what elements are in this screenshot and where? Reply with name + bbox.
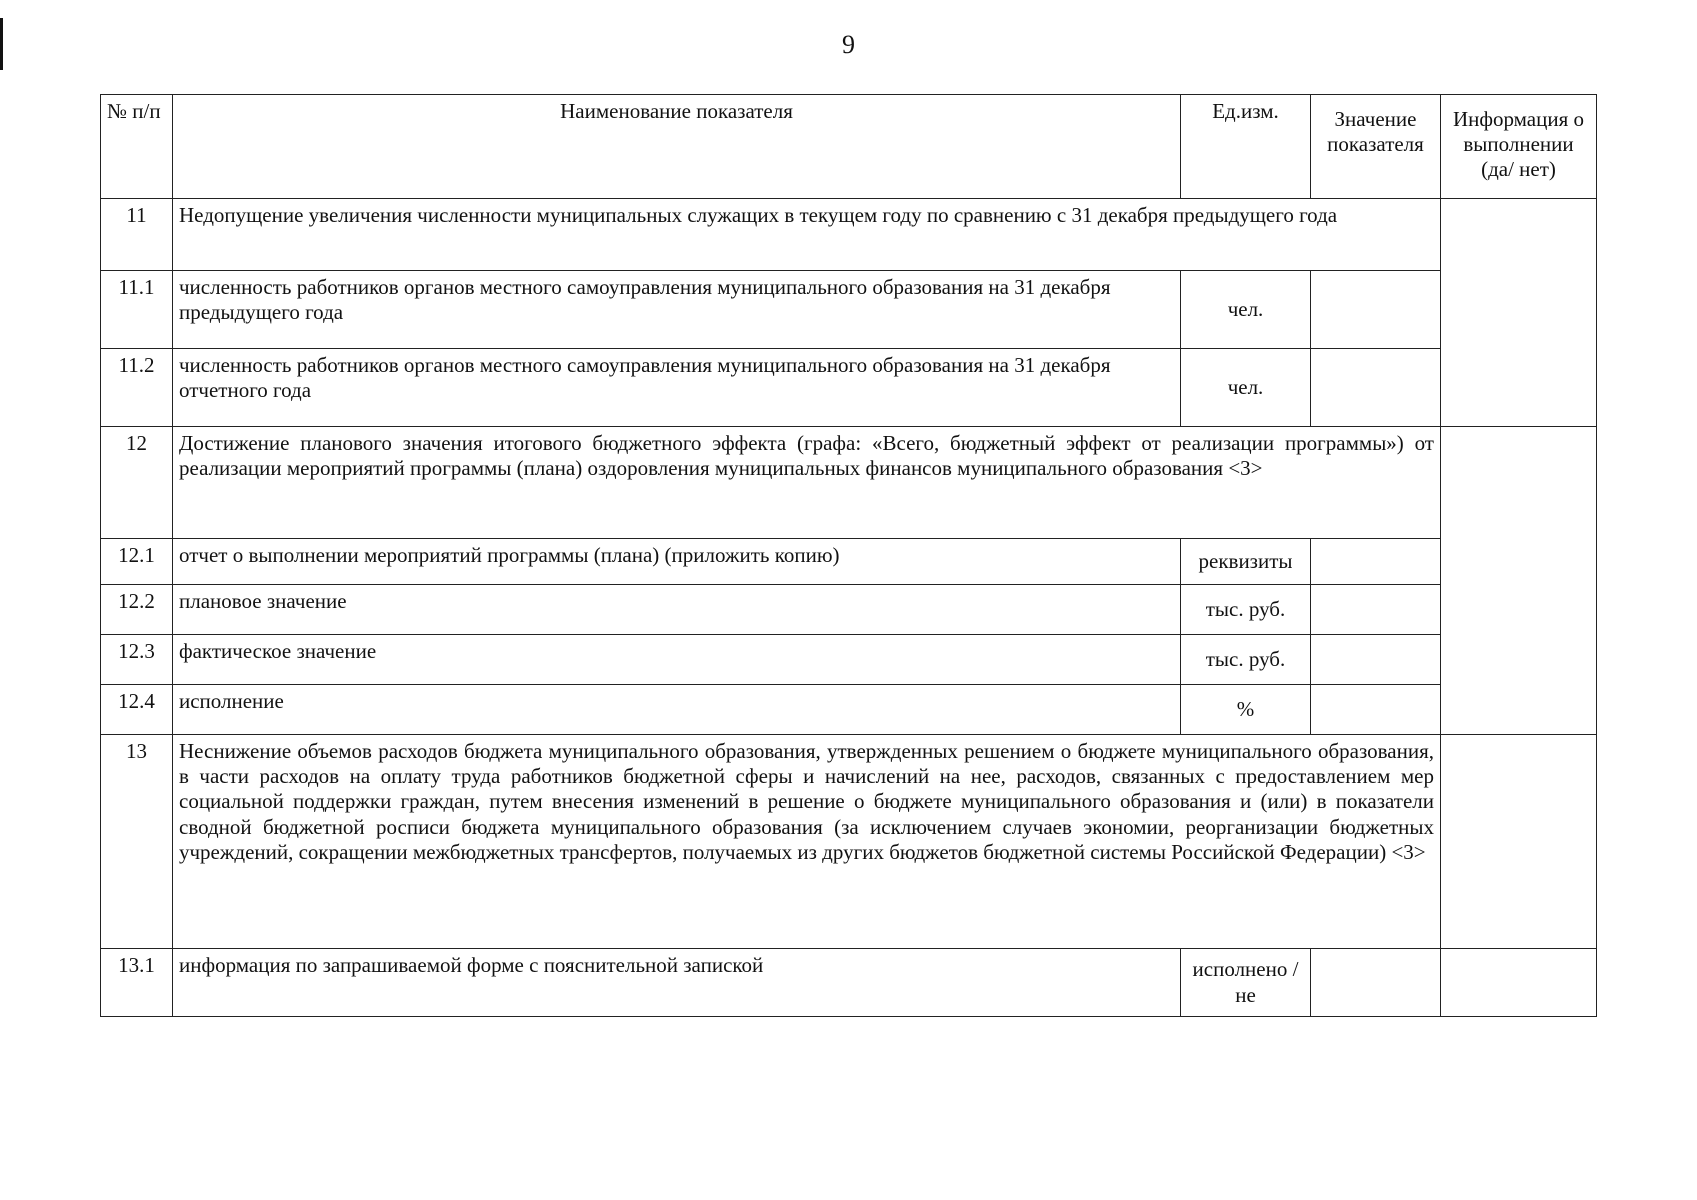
row-name: Недопущение увеличения численности муниципальных служащих в текущем году по сравнению с 31 декабря предыдущего года xyxy=(173,199,1441,271)
row-num: 12.1 xyxy=(101,539,173,585)
row-unit: тыс. руб. xyxy=(1181,585,1311,635)
row-num: 11.2 xyxy=(101,349,173,427)
row-unit: чел. xyxy=(1181,349,1311,427)
row-name: Неснижение объемов расходов бюджета муниципального образования, утвержденных решением о бюджете муниципального образования, в части расходов на оплату труда работников бюджетной сферы и начислений на нее, расходов, связанных с предоставлением мер социальной поддержки граждан, путем внесения изменений в решение о бюджете муниципального образования и (или) в показатели сводной бюджетной росписи бюджета муниципального образования (за исключением случаев экономии, реорганизации бюджетных учреждений, сокращении межбюджетных трансфертов, получаемых из других бюджетов бюджетной системы Российской Федерации) <3> xyxy=(173,735,1441,949)
row-value-cell xyxy=(1311,685,1441,735)
row-name: информация по запрашиваемой форме с пояснительной запиской xyxy=(173,949,1181,1017)
row-info-cell xyxy=(1441,949,1597,1017)
row-value-cell xyxy=(1311,349,1441,427)
row-name: численность работников органов местного самоуправления муниципального образования на 31 декабря отчетного года xyxy=(173,349,1181,427)
header-value: Значение показателя xyxy=(1311,95,1441,199)
row-name: плановое значение xyxy=(173,585,1181,635)
table-row xyxy=(101,271,1597,349)
header-num: № п/п xyxy=(101,95,173,199)
row-value-cell xyxy=(1311,271,1441,349)
row-num: 13.1 xyxy=(101,949,173,1017)
row-info-cell xyxy=(1441,427,1597,735)
row-value-cell xyxy=(1311,635,1441,685)
page-number: 9 xyxy=(842,30,855,59)
row-unit: чел. xyxy=(1181,271,1311,349)
table-row xyxy=(101,199,1597,271)
table-header-row xyxy=(101,95,1597,199)
row-name: фактическое значение xyxy=(173,635,1181,685)
row-num: 11.1 xyxy=(101,271,173,349)
row-num: 13 xyxy=(101,735,173,949)
row-name: отчет о выполнении мероприятий программы (плана) (приложить копию) xyxy=(173,539,1181,585)
row-name: Достижение планового значения итогового бюджетного эффекта (графа: «Всего, бюджетный эффект от реализации программы») от реализации мероприятий программы (плана) оздоровления муниципальных финансов муниципального образования <3> xyxy=(173,427,1441,539)
table-row xyxy=(101,949,1597,1017)
row-num: 12 xyxy=(101,427,173,539)
row-value-cell xyxy=(1311,949,1441,1017)
row-value-cell xyxy=(1311,539,1441,585)
table-row xyxy=(101,349,1597,427)
table-row xyxy=(101,585,1597,635)
table-row xyxy=(101,539,1597,585)
header-info: Информация о выполнении (да/ нет) xyxy=(1441,95,1597,199)
row-name: исполнение xyxy=(173,685,1181,735)
indicators-table xyxy=(100,94,1597,1017)
table-row xyxy=(101,735,1597,949)
row-unit: % xyxy=(1181,685,1311,735)
header-unit: Ед.изм. xyxy=(1181,95,1311,199)
row-value-cell xyxy=(1311,585,1441,635)
row-info-cell xyxy=(1441,735,1597,949)
row-unit: реквизиты xyxy=(1181,539,1311,585)
table-row xyxy=(101,685,1597,735)
row-unit: тыс. руб. xyxy=(1181,635,1311,685)
row-info-cell xyxy=(1441,199,1597,427)
row-num: 12.3 xyxy=(101,635,173,685)
table-row xyxy=(101,427,1597,539)
row-num: 12.4 xyxy=(101,685,173,735)
row-unit: исполнено / не xyxy=(1181,949,1311,1017)
table-row xyxy=(101,635,1597,685)
row-num: 11 xyxy=(101,199,173,271)
header-name: Наименование показателя xyxy=(173,95,1181,199)
row-name: численность работников органов местного самоуправления муниципального образования на 31 декабря предыдущего года xyxy=(173,271,1181,349)
row-num: 12.2 xyxy=(101,585,173,635)
